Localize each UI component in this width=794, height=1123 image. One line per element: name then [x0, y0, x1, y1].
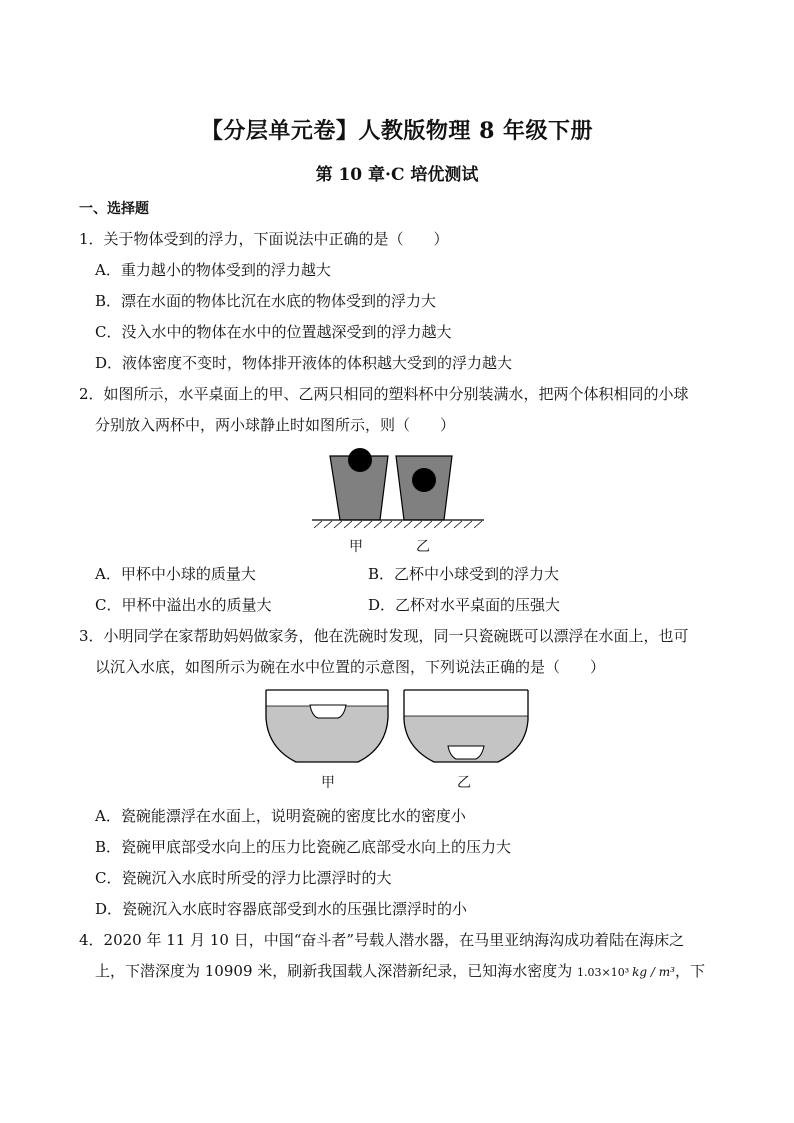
- question-1-option-a: A．重力越小的物体受到的浮力越大: [95, 261, 331, 279]
- table-surface: [312, 520, 484, 528]
- question-3-option-c: C．瓷碗沉入水底时所受的浮力比漂浮时的大: [95, 869, 392, 887]
- question-2-option-b: B．乙杯中小球受到的浮力大: [368, 565, 560, 583]
- question-3-option-a: A．瓷碗能漂浮在水面上，说明瓷碗的密度比水的密度小: [95, 807, 466, 825]
- cups-figure: [310, 446, 486, 530]
- question-1-option-d: D．液体密度不变时，物体排开液体的体积越大受到的浮力越大: [95, 354, 513, 372]
- question-2-stem-line1: 2．如图所示，水平桌面上的甲、乙两只相同的塑料杯中分别装满水，把两个体积相同的小球: [79, 385, 689, 403]
- density-unit: kg / m³: [632, 965, 675, 979]
- bowl-yi: [448, 746, 484, 759]
- container-jia: [266, 690, 388, 762]
- question-4-stem-line2: [95, 961, 705, 983]
- question-1-option-c: C．没入水中的物体在水中的位置越深受到的浮力越大: [95, 323, 452, 341]
- question-1-option-b: B．漂在水面的物体比沉在水底的物体受到的浮力大: [95, 292, 437, 310]
- question-1-stem: 1．关于物体受到的浮力，下面说法中正确的是（ ）: [79, 230, 449, 248]
- question-3-stem-line1: 3．小明同学在家帮助妈妈做家务，他在洗碗时发现，同一只瓷碗既可以漂浮在水面上，也可: [79, 627, 689, 645]
- question-3-option-b: B．瓷碗甲底部受水向上的压力比瓷碗乙底部受水向上的压力大: [95, 838, 512, 856]
- figure-2-label-yi: 乙: [416, 539, 430, 555]
- question-2-option-d: D．乙杯对水平桌面的压强大: [368, 596, 561, 614]
- ball-yi: [412, 468, 436, 492]
- figure-2-label-jia: 甲: [349, 539, 363, 555]
- question-2-stem-line2: 分别放入两杯中，两小球静止时如图所示，则（ ）: [95, 416, 456, 434]
- question-3-stem-line2: 以沉入水底，如图所示为碗在水中位置的示意图，下列说法正确的是（ ）: [95, 658, 606, 676]
- question-4-stem-line1: 4．2020 年 11 月 10 日，中国“奋斗者”号载人潜水器，在马里亚纳海沟成功着陆在海床之: [79, 931, 685, 949]
- question-2-option-c: C．甲杯中溢出水的质量大: [95, 596, 272, 614]
- figure-3-label-jia: 甲: [321, 775, 335, 791]
- question-4-stem-line2-end: ，下: [674, 962, 705, 980]
- page-subtitle: 第 10 章·C 培优测试: [315, 165, 479, 185]
- question-3-option-d: D．瓷碗沉入水底时容器底部受到水的压强比漂浮时的小: [95, 900, 468, 918]
- page-title: 【分层单元卷】人教版物理 8 年级下册: [200, 118, 594, 144]
- figure-3-label-yi: 乙: [457, 775, 471, 791]
- ball-jia: [348, 448, 372, 472]
- question-4-stem-line2-text: 上，下潜深度为 10909 米，刷新我国载人深潜新纪录，已知海水密度为: [95, 962, 578, 980]
- section-heading: 一、选择题: [79, 201, 149, 217]
- bowl-jia: [310, 705, 346, 718]
- question-2-option-a: A．甲杯中小球的质量大: [95, 565, 256, 583]
- seawater-density-value: 1.03×10³: [577, 966, 630, 979]
- bowls-figure: [262, 688, 532, 768]
